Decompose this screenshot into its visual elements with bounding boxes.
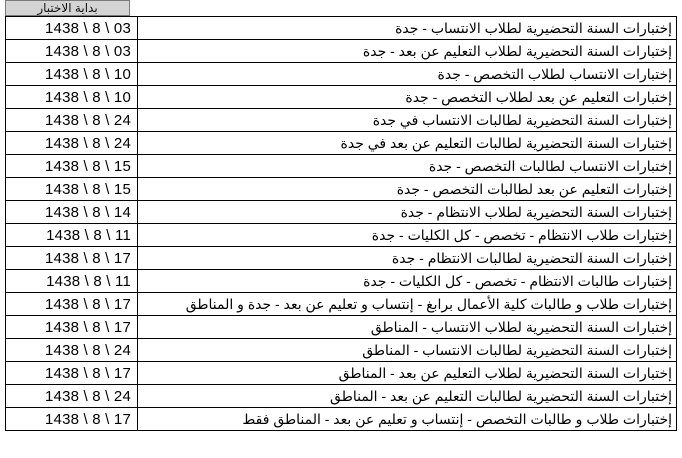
exam-date-cell: 1438 \ 8 \ 11 [6, 224, 138, 247]
exam-title-cell: إختبارات السنة التحضيرية لطلاب الانتساب - جدة [138, 17, 677, 40]
table-row [6, 316, 677, 339]
table-row [6, 86, 677, 109]
exam-title-cell: إختبارات السنة التحضيرية لطلاب التعليم عن بعد - جدة [138, 40, 677, 63]
exam-title-cell: إختبارات السنة التحضيرية لطالبات التعليم عن بعد - المناطق [138, 385, 677, 408]
exam-date-cell: 1438 \ 8 \ 11 [6, 270, 138, 293]
exam-title-cell: إختبارات الانتساب لطلاب التخصص - جدة [138, 63, 677, 86]
exam-date-cell: 1438 \ 8 \ 17 [6, 408, 138, 431]
exam-title-cell: إختبارات التعليم عن بعد لطالبات التخصص - جدة [138, 178, 677, 201]
table-row [6, 362, 677, 385]
table-row [6, 247, 677, 270]
exam-date-cell: 1438 \ 8 \ 03 [6, 17, 138, 40]
exam-date-cell: 1438 \ 8 \ 24 [6, 339, 138, 362]
table-row [6, 408, 677, 431]
exam-start-header: بداية الاختبار [5, 0, 130, 16]
exam-date-cell: 1438 \ 8 \ 24 [6, 132, 138, 155]
exam-date-cell: 1438 \ 8 \ 24 [6, 385, 138, 408]
table-row [6, 63, 677, 86]
exam-title-cell: إختبارات التعليم عن بعد لطلاب التخصص - جدة [138, 86, 677, 109]
exam-date-cell: 1438 \ 8 \ 14 [6, 201, 138, 224]
exam-title-cell: إختبارات طلاب و طالبات كلية الأعمال برابغ - إنتساب و تعليم عن بعد - جدة و المناطق [138, 293, 677, 316]
table-row [6, 155, 677, 178]
exam-date-cell: 1438 \ 8 \ 15 [6, 155, 138, 178]
exam-date-cell: 1438 \ 8 \ 15 [6, 178, 138, 201]
table-row [6, 270, 677, 293]
exam-date-cell: 1438 \ 8 \ 17 [6, 362, 138, 385]
exam-date-cell: 1438 \ 8 \ 17 [6, 247, 138, 270]
exam-schedule-table [5, 16, 677, 431]
table-row [6, 385, 677, 408]
exam-date-cell: 1438 \ 8 \ 10 [6, 86, 138, 109]
table-row [6, 178, 677, 201]
exam-title-cell: إختبارات السنة التحضيرية لطالبات التعليم عن بعد في جدة [138, 132, 677, 155]
exam-title-cell: إختبارات طالبات الانتظام - تخصص - كل الكليات - جدة [138, 270, 677, 293]
table-row [6, 109, 677, 132]
table-row [6, 293, 677, 316]
table-row [6, 40, 677, 63]
exam-date-cell: 1438 \ 8 \ 03 [6, 40, 138, 63]
exam-title-cell: إختبارات السنة التحضيرية لطالبات الانتساب في جدة [138, 109, 677, 132]
exam-title-cell: إختبارات طلاب الانتظام - تخصص - كل الكليات - جدة [138, 224, 677, 247]
exam-date-cell: 1438 \ 8 \ 17 [6, 293, 138, 316]
exam-title-cell: إختبارات السنة التحضيرية لطلاب الانتساب - المناطق [138, 316, 677, 339]
table-row [6, 224, 677, 247]
exam-title-cell: إختبارات السنة التحضيرية لطلاب التعليم عن بعد - المناطق [138, 362, 677, 385]
exam-title-cell: إختبارات السنة التحضيرية لطلاب الانتظام - جدة [138, 201, 677, 224]
exam-title-cell: إختبارات الانتساب لطالبات التخصص - جدة [138, 155, 677, 178]
table-row [6, 132, 677, 155]
table-row [6, 17, 677, 40]
exam-date-cell: 1438 \ 8 \ 17 [6, 316, 138, 339]
schedule-body [6, 17, 677, 431]
exam-title-cell: إختبارات طلاب و طالبات التخصص - إنتساب و تعليم عن بعد - المناطق فقط [138, 408, 677, 431]
exam-date-cell: 1438 \ 8 \ 24 [6, 109, 138, 132]
table-row [6, 339, 677, 362]
exam-title-cell: إختبارات السنة التحضيرية لطالبات الانتساب - المناطق [138, 339, 677, 362]
table-row [6, 201, 677, 224]
exam-date-cell: 1438 \ 8 \ 10 [6, 63, 138, 86]
exam-title-cell: إختبارات السنة التحضيرية لطالبات الانتظام - جدة [138, 247, 677, 270]
